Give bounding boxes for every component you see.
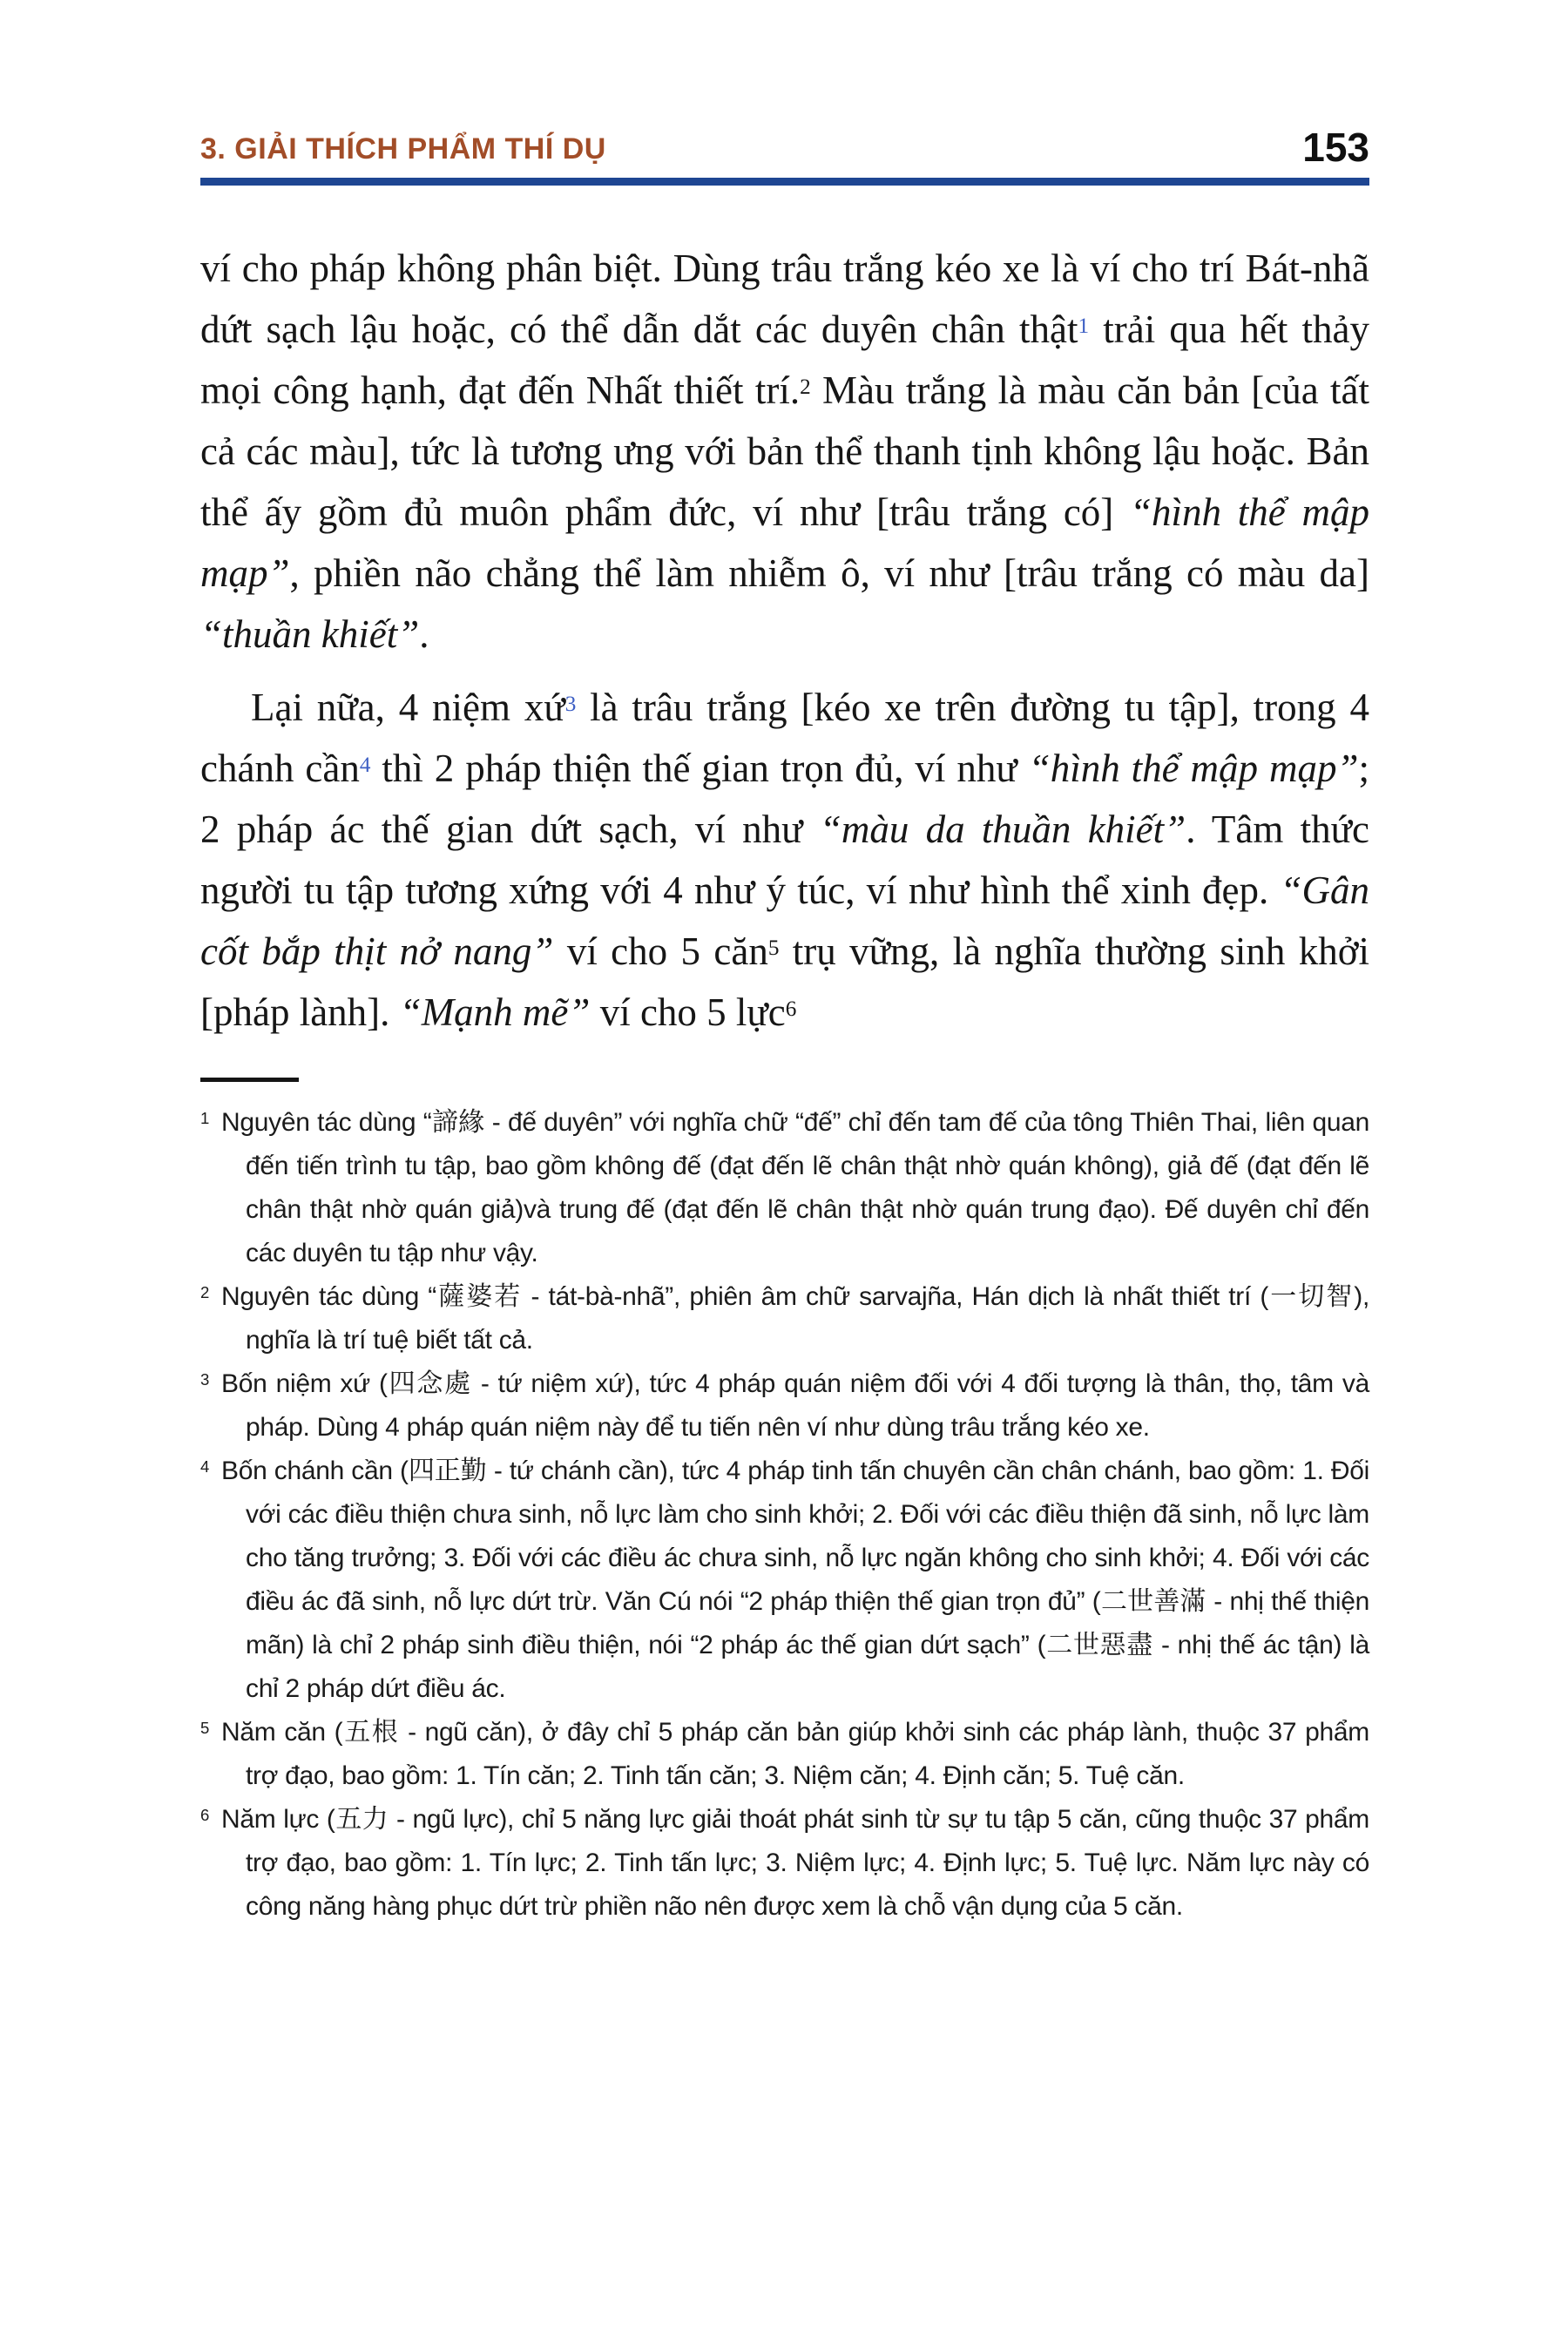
text-run: thì 2 pháp thiện thế gian trọn đủ, ví như bbox=[370, 747, 1029, 790]
text-run: Nguyên tác dùng “薩婆若 - tát-bà-nhã”, phiên âm chữ sarvajña, Hán dịch là nhất thiết trí (一切智), nghĩa là trí tuệ biết tất cả. bbox=[221, 1282, 1369, 1355]
text-run: trải qua hết thảy mọi công hạnh, đạt đến Nhất thiết trí. bbox=[200, 308, 1369, 412]
footnote-number: 1 bbox=[200, 1108, 210, 1127]
text-run: là trâu trắng [kéo xe trên đường tu tập], trong 4 chánh cần bbox=[200, 686, 1369, 790]
footnote-ref: 1 bbox=[1078, 314, 1090, 338]
footnote-item bbox=[200, 1101, 1369, 1275]
text-run: “màu da thuần khiết” bbox=[819, 808, 1186, 851]
text-run: Năm lực (五力 - ngũ lực), chỉ 5 năng lực giải thoát phát sinh từ sự tu tập 5 căn, cũng thuộc 37 phẩm trợ đạo, bao gồm: 1. Tín lực; 2. Tinh tấn lực; 3. Niệm lực; 4. Định lực; 5. Tuệ lực. Năm lực này có công năng hàng phục dứt trừ phiền não nên được xem là chỗ vận dụng của 5 căn. bbox=[221, 1805, 1369, 1921]
footnote-item bbox=[200, 1450, 1369, 1711]
text-run: “Mạnh mẽ” bbox=[399, 990, 591, 1034]
body-text bbox=[200, 238, 1369, 1043]
text-run: “hình thể mập mạp” bbox=[200, 490, 1369, 595]
footnote-item bbox=[200, 1798, 1369, 1929]
text-run: . Tâm thức người tu tập tương xứng với 4 như ý túc, ví như hình thể xinh đẹp. bbox=[200, 808, 1370, 912]
footnote-item bbox=[200, 1711, 1369, 1798]
footnote-number: 4 bbox=[200, 1456, 210, 1476]
text-run: ; 2 pháp ác thế gian dứt sạch, ví như bbox=[200, 747, 1369, 851]
footnote-number: 6 bbox=[200, 1805, 210, 1824]
text-run: Lại nữa, 4 niệm xứ bbox=[251, 686, 565, 729]
footnote-ref: 5 bbox=[767, 936, 780, 960]
footnote-number: 2 bbox=[200, 1282, 210, 1301]
text-run: ví cho pháp không phân biệt. Dùng trâu trắng kéo xe là ví cho trí Bát-nhã dứt sạch lậu hoặc, có thể dẫn dắt các duyên chân thật bbox=[200, 247, 1369, 351]
text-run: Bốn niệm xứ (四念處 - tứ niệm xứ), tức 4 pháp quán niệm đối với 4 đối tượng là thân, thọ, tâm và pháp. Dùng 4 pháp quán niệm này để tu tiến nên ví như dùng trâu trắng kéo xe. bbox=[221, 1369, 1369, 1442]
text-run: Năm căn (五根 - ngũ căn), ở đây chỉ 5 pháp căn bản giúp khởi sinh các pháp lành, thuộc 37 phẩm trợ đạo, bao gồm: 1. Tín căn; 2. Tinh tấn căn; 3. Niệm căn; 4. Định căn; 5. Tuệ căn. bbox=[221, 1718, 1369, 1790]
text-run: “hình thể mập mạp” bbox=[1028, 747, 1359, 790]
footnote-item bbox=[200, 1362, 1369, 1450]
page-number: 153 bbox=[1302, 125, 1369, 170]
footnote-separator bbox=[200, 1078, 299, 1082]
text-run: ví cho 5 lực bbox=[590, 990, 786, 1034]
body-paragraph bbox=[200, 677, 1369, 1043]
footnote-ref: 2 bbox=[800, 375, 811, 399]
text-run: . bbox=[419, 612, 429, 656]
text-run: , phiền não chẳng thể làm nhiễm ô, ví như [trâu trắng có màu da] bbox=[289, 551, 1369, 595]
section-title: 3. GIẢI THÍCH PHẨM THÍ DỤ bbox=[200, 132, 606, 166]
header-row bbox=[200, 125, 1369, 170]
header-rule bbox=[200, 178, 1369, 186]
text-run: “thuần khiết” bbox=[200, 612, 420, 656]
running-header bbox=[200, 127, 1369, 186]
footnote-number: 5 bbox=[200, 1718, 210, 1737]
text-run: Nguyên tác dùng “諦緣 - đế duyên” với nghĩa chữ “đế” chỉ đến tam đế của tông Thiên Thai, liên quan đến tiến trình tu tập, bao gồm không đế (đạt đến lẽ chân thật nhờ quán không), giả đế (đạt đến lẽ chân thật nhờ quán giả)và trung đế (đạt đến lẽ chân thật nhờ quán trung đạo). Đế duyên chỉ đến các duyên tu tập như vậy. bbox=[221, 1108, 1369, 1267]
footnote-ref: 4 bbox=[359, 753, 371, 777]
text-run: trụ vững, là nghĩa thường sinh khởi [pháp lành]. bbox=[200, 929, 1370, 1034]
text-run: ví cho 5 căn bbox=[553, 929, 768, 973]
footnote-number: 3 bbox=[200, 1369, 210, 1389]
footnote-ref: 6 bbox=[785, 997, 797, 1021]
text-run: Bốn chánh cần (四正勤 - tứ chánh cần), tức 4 pháp tinh tấn chuyên cần chân chánh, bao gồm: 1. Đối với các điều thiện chưa sinh, nỗ lực làm cho sinh khởi; 2. Đối với các điều thiện đã sinh, nỗ lực làm cho tăng trưởng; 3. Đối với các điều ác chưa sinh, nỗ lực ngăn không cho sinh khởi; 4. Đối với các điều ác đã sinh, nỗ lực dứt trừ. Văn Cú nói “2 pháp thiện thế gian trọn đủ” (二世善滿 - nhị thế thiện mãn) là chỉ 2 pháp sinh điều thiện, nói “2 pháp ác thế gian dứt sạch” (二世惡盡 - nhị thế ác tận) là chỉ 2 pháp dứt điều ác. bbox=[221, 1456, 1369, 1703]
footnote-item bbox=[200, 1275, 1369, 1362]
footnotes-section bbox=[200, 1101, 1369, 1929]
body-paragraph bbox=[200, 238, 1369, 665]
text-run: Màu trắng là màu căn bản [của tất cả các màu], tức là tương ưng với bản thể thanh tịnh không lậu hoặc. Bản thể ấy gồm đủ muôn phẩm đức, ví như [trâu trắng có] bbox=[200, 368, 1370, 534]
text-run: “Gân cốt bắp thịt nở nang” bbox=[200, 868, 1369, 973]
footnote-ref: 3 bbox=[564, 692, 577, 716]
page-content bbox=[200, 0, 1369, 1929]
